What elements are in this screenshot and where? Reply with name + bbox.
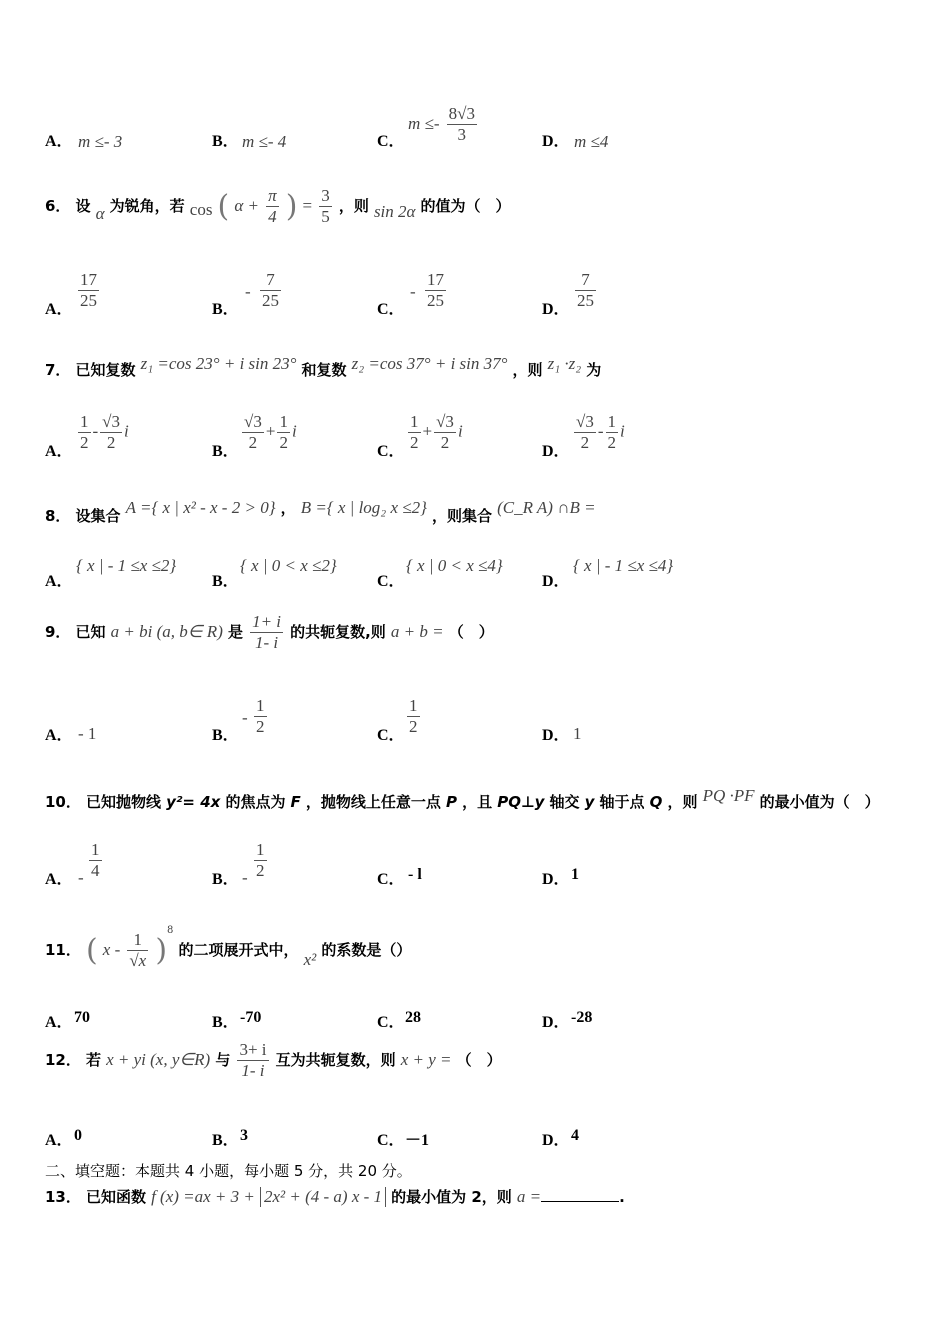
- math: x -: [102, 940, 121, 959]
- stem-text: 的值为（ ）: [420, 197, 511, 215]
- stem-text: .: [619, 1188, 625, 1206]
- denominator: 3: [457, 125, 467, 144]
- stem-text: 已知函数: [85, 1188, 146, 1206]
- numerator: √3: [576, 412, 594, 431]
- option-value: －1: [405, 1132, 430, 1149]
- fraction: [250, 612, 283, 653]
- option-value: m ≤- 3: [78, 132, 123, 151]
- stem-text: ，则: [512, 361, 543, 379]
- math: y²= 4x: [166, 793, 221, 811]
- sign: -: [242, 708, 248, 727]
- denominator: 4: [91, 861, 100, 880]
- option-label: B．: [212, 133, 239, 150]
- numerator: 7: [575, 270, 596, 291]
- option-value: - 1: [78, 724, 97, 743]
- option-label: B．: [212, 871, 239, 888]
- option-label: D．: [542, 1014, 570, 1031]
- denominator: 1- i: [241, 1061, 265, 1080]
- math: x + y =: [400, 1050, 452, 1069]
- option-label: C．: [377, 1014, 405, 1031]
- option-value: [76, 412, 129, 453]
- stem-text: 的最小值为（ ）: [759, 793, 880, 811]
- option-label: D．: [542, 573, 570, 590]
- section-heading: 二、填空题：本题共 4 小题，每小题 5 分，共 20 分。: [45, 1162, 412, 1180]
- stem-text: 的焦点为: [225, 793, 286, 811]
- stem-text: ，则集合: [431, 507, 492, 525]
- numerator: 3+ i: [239, 1040, 267, 1059]
- option-label: B．: [212, 727, 239, 744]
- option-label: A．: [45, 133, 73, 150]
- question-number: 9．: [45, 623, 71, 641]
- fraction: [606, 412, 619, 453]
- option-value: { x | 0 < x ≤4}: [406, 556, 503, 575]
- stem-text: 是: [227, 623, 243, 641]
- stem-text: 已知复数: [75, 361, 136, 379]
- numerator: 8√3: [448, 104, 475, 123]
- numerator: 1: [409, 696, 418, 715]
- denominator: 25: [262, 291, 279, 310]
- fraction: [100, 412, 122, 453]
- fraction: [78, 412, 91, 453]
- denominator: 2: [256, 717, 265, 736]
- denominator: 2: [410, 433, 419, 452]
- denominator: 25: [427, 291, 444, 310]
- numerator: 17: [427, 270, 444, 289]
- stem-text: ，抛物线上任意一点: [305, 793, 441, 811]
- stem-text: 已知: [75, 623, 106, 641]
- stem-text: 互为共轭复数，则: [275, 1051, 396, 1069]
- stem-text: 的共轭复数,则: [290, 623, 386, 641]
- math: PQ ·PF: [702, 786, 755, 805]
- stem-text: （ ）: [448, 623, 494, 641]
- question-number: 7．: [45, 361, 71, 379]
- paren: ): [155, 933, 168, 968]
- option-label: B．: [212, 573, 239, 590]
- stem-text: 轴交: [549, 793, 580, 811]
- question-stem: [45, 1040, 502, 1081]
- math: f (x) =ax + 3 +: [151, 1187, 255, 1206]
- stem-text: ，则: [338, 197, 369, 215]
- math: z₁ =cos 23° + i sin 23°: [140, 354, 297, 373]
- numerator: √3: [436, 412, 454, 431]
- numerator: 1+ i: [252, 612, 282, 631]
- stem-text: 和复数: [301, 361, 347, 379]
- option-value: 0: [74, 1127, 82, 1144]
- option-label: A．: [45, 1014, 73, 1031]
- math: B ={ x | log₂ x ≤2}: [300, 498, 427, 517]
- denominator: 2: [580, 433, 590, 452]
- math: z₁ ·z₂: [547, 354, 582, 373]
- fraction: [425, 270, 446, 311]
- option-label: D．: [542, 301, 570, 318]
- denominator: 2: [409, 717, 418, 736]
- option-prefix: m ≤-: [408, 114, 440, 133]
- sign: -: [242, 868, 248, 887]
- stem-text: 设: [75, 197, 91, 215]
- math: A ={ x | x² - x - 2 > 0}: [125, 498, 276, 517]
- denominator: 2: [279, 433, 288, 452]
- question-number: 10．: [45, 793, 81, 811]
- math: F: [290, 793, 301, 811]
- question-stem: [45, 497, 596, 526]
- math: sin 2α: [373, 202, 416, 221]
- operator: +: [265, 421, 276, 441]
- math: PQ⊥y: [497, 793, 545, 811]
- option-value: - l: [408, 866, 422, 883]
- option-label: C．: [377, 301, 405, 318]
- math: =: [302, 196, 313, 215]
- math: x²: [303, 950, 317, 969]
- stem-text: 为: [586, 361, 602, 379]
- numerator: 17: [80, 270, 97, 289]
- numerator: √3: [244, 412, 262, 431]
- fraction: [277, 412, 290, 453]
- math: cos: [189, 200, 213, 219]
- option-label: D．: [542, 133, 570, 150]
- operator: +: [422, 421, 433, 441]
- stem-text: 为锐角，若: [109, 197, 185, 215]
- option-value: -70: [240, 1009, 262, 1026]
- question-number: 12．: [45, 1051, 81, 1069]
- paren: (: [217, 189, 230, 224]
- denominator: 25: [577, 291, 594, 310]
- fraction: [447, 104, 477, 145]
- option-label: C．: [377, 133, 405, 150]
- denominator: √x: [129, 951, 147, 970]
- fraction: [434, 412, 456, 453]
- numerator: √3: [102, 412, 121, 431]
- numerator: π: [268, 186, 277, 205]
- question-stem: [45, 786, 880, 812]
- option-label: C．: [377, 871, 405, 888]
- fraction: [127, 930, 148, 971]
- denominator: 4: [268, 207, 277, 226]
- fraction: [78, 270, 99, 311]
- stem-text: 若: [85, 1051, 101, 1069]
- numerator: 1: [256, 840, 265, 859]
- math: a =: [516, 1187, 542, 1206]
- fraction: [89, 840, 102, 881]
- numerator: 1: [279, 412, 288, 431]
- option-label: C．: [377, 573, 405, 590]
- stem-text: 的最小值为 2，则: [391, 1188, 512, 1206]
- option-value: [240, 412, 297, 453]
- imaginary-unit: i: [620, 421, 625, 441]
- option-label: A．: [45, 443, 73, 460]
- denominator: 2: [248, 433, 258, 452]
- option-label: A．: [45, 573, 73, 590]
- fraction: [260, 270, 281, 311]
- math: α +: [234, 196, 260, 215]
- operator: -: [92, 421, 99, 441]
- option-value: m ≤4: [574, 132, 609, 151]
- option-value: m ≤- 4: [242, 132, 287, 151]
- stem-text: ，且: [462, 793, 493, 811]
- option-label: A．: [45, 301, 73, 318]
- option-value: { x | - 1 ≤x ≤2}: [76, 556, 177, 575]
- denominator: 1- i: [254, 633, 279, 652]
- denominator: 2: [256, 861, 265, 880]
- math: P: [446, 793, 457, 811]
- question-stem: [45, 612, 494, 653]
- numerator: 1: [607, 412, 617, 431]
- denominator: 25: [80, 291, 97, 310]
- option-label: A．: [45, 1132, 73, 1149]
- fraction: [575, 270, 596, 311]
- option-label: D．: [542, 727, 570, 744]
- numerator: 1: [127, 930, 148, 951]
- denominator: 2: [106, 433, 116, 452]
- sign: -: [410, 282, 416, 301]
- stem-text: 已知抛物线: [85, 793, 161, 811]
- denominator: 2: [440, 433, 450, 452]
- math: y: [584, 793, 595, 811]
- fraction: [574, 412, 596, 453]
- numerator: 1: [256, 696, 265, 715]
- stem-text: 轴于点: [599, 793, 645, 811]
- absolute-value: 2x² + (4 - a) x - 1: [260, 1187, 386, 1207]
- stem-text: 的二项展开式中，: [178, 941, 299, 959]
- option-label: B．: [212, 1014, 239, 1031]
- question-number: 8．: [45, 507, 71, 525]
- stem-text: 的系数是（）: [321, 941, 412, 959]
- option-value: 70: [74, 1009, 90, 1026]
- option-value: [572, 412, 625, 453]
- option-label: C．: [377, 443, 405, 460]
- math: Q: [649, 793, 663, 811]
- question-6: [0, 186, 950, 236]
- math: a + bi (a, b∈ R): [110, 622, 223, 641]
- question-number: 6．: [45, 197, 71, 215]
- option-label: D．: [542, 1132, 570, 1149]
- option-label: A．: [45, 871, 73, 888]
- question-stem: [45, 354, 601, 380]
- option-value: 4: [571, 1127, 579, 1144]
- option-value: 28: [405, 1009, 421, 1026]
- option-label: D．: [542, 871, 570, 888]
- imaginary-unit: i: [291, 421, 297, 441]
- fraction: [407, 696, 420, 737]
- question-stem: [45, 1186, 625, 1207]
- question-number: 13．: [45, 1188, 81, 1206]
- denominator: 5: [321, 207, 330, 226]
- math: a + b =: [390, 622, 444, 641]
- stem-text: 与: [215, 1051, 231, 1069]
- sign: -: [78, 868, 84, 887]
- option-label: A．: [45, 727, 73, 744]
- stem-text: ，则: [667, 793, 698, 811]
- imaginary-unit: i: [457, 421, 463, 441]
- numerator: 3: [321, 186, 330, 205]
- question-stem: [45, 186, 511, 227]
- math: α: [95, 204, 105, 223]
- option-value: { x | - 1 ≤x ≤4}: [573, 556, 674, 575]
- numerator: 1: [80, 412, 89, 431]
- option-value: [406, 412, 463, 453]
- math: z₂ =cos 37° + i sin 37°: [351, 354, 508, 373]
- numerator: 1: [410, 412, 419, 431]
- stem-text: 设集合: [75, 507, 121, 525]
- imaginary-unit: i: [124, 421, 129, 441]
- operator: -: [597, 421, 604, 441]
- stem-text: ，: [280, 499, 296, 517]
- question-stem: [45, 925, 411, 971]
- option-label: B．: [212, 301, 239, 318]
- option-value: 3: [240, 1127, 248, 1144]
- fraction: [254, 696, 267, 737]
- option-value: 1: [573, 724, 582, 743]
- fraction: [254, 840, 267, 881]
- answer-blank[interactable]: [541, 1187, 619, 1202]
- paren: ): [285, 189, 298, 224]
- fraction: [266, 186, 279, 227]
- numerator: 1: [91, 840, 100, 859]
- option-label: C．: [377, 727, 405, 744]
- math: x + yi (x, y∈R): [106, 1050, 211, 1069]
- sign: -: [245, 282, 251, 301]
- option-value: -28: [571, 1009, 593, 1026]
- option-label: C．: [377, 1132, 405, 1149]
- option-label: B．: [212, 443, 239, 460]
- denominator: 2: [80, 433, 89, 452]
- option-value: { x | 0 < x ≤2}: [240, 556, 337, 575]
- option-value: [408, 104, 479, 145]
- option-label: B．: [212, 1132, 239, 1149]
- exponent: 8: [167, 925, 174, 936]
- paren: (: [85, 933, 98, 968]
- fraction: [237, 1040, 268, 1081]
- fraction: [408, 412, 421, 453]
- stem-text: （ ）: [456, 1051, 502, 1069]
- numerator: 7: [260, 270, 281, 291]
- question-number: 11．: [45, 941, 81, 959]
- fraction: [242, 412, 264, 453]
- option-label: D．: [542, 443, 570, 460]
- math: (C_R A) ∩B =: [497, 498, 596, 517]
- denominator: 2: [607, 433, 617, 452]
- option-value: 1: [571, 866, 579, 883]
- fraction: [319, 186, 332, 227]
